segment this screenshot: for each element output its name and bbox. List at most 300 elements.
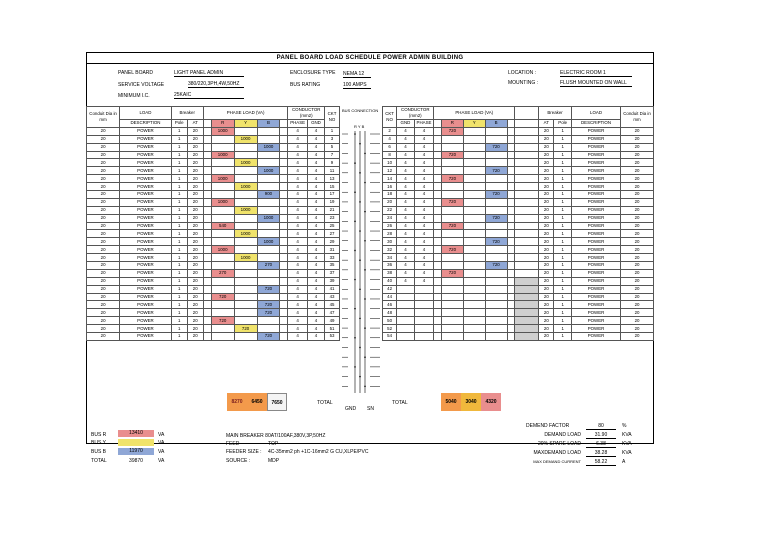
cell-ph: 4 — [414, 135, 434, 143]
cell-conduit: 20 — [87, 277, 120, 285]
cell-pole: 1 — [554, 135, 571, 143]
cell-at: 20 — [539, 135, 554, 143]
cell-y — [463, 285, 485, 293]
cell-y — [234, 317, 257, 325]
cell-ph: 4 — [288, 325, 307, 333]
cell-conduit: 20 — [87, 309, 120, 317]
cell-desc: POWER — [120, 333, 172, 341]
cell-gnd — [397, 333, 414, 341]
cell-r — [211, 333, 234, 341]
cell-desc: POWER — [571, 333, 620, 341]
cell-at: 20 — [539, 246, 554, 254]
cell-gnd: 4 — [307, 127, 324, 135]
cell-b: 1000 — [257, 214, 280, 222]
cell-at: 20 — [539, 309, 554, 317]
cell-y — [463, 214, 485, 222]
cell-at: 20 — [539, 238, 554, 246]
cell-r: 1000 — [211, 151, 234, 159]
cell-y — [234, 246, 257, 254]
cell-b — [257, 159, 280, 167]
location-label: LOCATION : — [508, 70, 536, 76]
cell-gnd: 4 — [397, 159, 414, 167]
cell-r — [211, 238, 234, 246]
cell-gnd: 4 — [397, 238, 414, 246]
cell-y — [463, 143, 485, 151]
cell-r — [211, 214, 234, 222]
bus-node — [364, 298, 366, 300]
cell-at: 20 — [539, 269, 554, 277]
bus-b-value: 11970 — [118, 448, 154, 455]
cell-ph: 4 — [288, 127, 307, 135]
cell-conduit: 20 — [621, 285, 654, 293]
cell-at: 20 — [187, 293, 203, 301]
cell-desc: POWER — [571, 143, 620, 151]
cell-conduit: 20 — [87, 333, 120, 341]
cell-ph: 4 — [414, 230, 434, 238]
cell-ckt: 17 — [325, 191, 340, 199]
cell-b — [485, 151, 507, 159]
cell-gnd: 4 — [307, 254, 324, 262]
cell-r: 1000 — [211, 127, 234, 135]
cell-ph: 4 — [288, 175, 307, 183]
cell-y — [463, 127, 485, 135]
cell-at: 20 — [187, 175, 203, 183]
cell-at: 20 — [187, 135, 203, 143]
cell-gnd: 4 — [307, 277, 324, 285]
cell-r — [211, 254, 234, 262]
cell-ph: 4 — [414, 151, 434, 159]
cell-y — [463, 254, 485, 262]
table-row — [87, 238, 340, 246]
cell-gnd: 4 — [307, 301, 324, 309]
cell-ph: 4 — [414, 191, 434, 199]
cell-desc: POWER — [120, 222, 172, 230]
cell-desc: POWER — [120, 143, 172, 151]
cell-conduit: 20 — [87, 143, 120, 151]
cell-gnd: 4 — [307, 151, 324, 159]
cell-ph: 4 — [288, 246, 307, 254]
bus-node — [359, 318, 361, 320]
cell-pole: 1 — [554, 301, 571, 309]
cell-gnd: 4 — [307, 325, 324, 333]
cell-conduit: 20 — [87, 325, 120, 333]
cell-b — [257, 127, 280, 135]
bus-y-unit: VA — [158, 440, 165, 446]
cell-pole: 1 — [554, 333, 571, 341]
cell-at: 20 — [187, 214, 203, 222]
cell-ph: 4 — [288, 159, 307, 167]
table-row — [383, 206, 654, 214]
cell-at: 20 — [539, 151, 554, 159]
cell-ckt: 50 — [383, 317, 397, 325]
cell-ckt: 45 — [325, 301, 340, 309]
cell-at: 20 — [539, 183, 554, 191]
cell-ph: 4 — [414, 198, 434, 206]
cell-at: 20 — [187, 301, 203, 309]
cell-at: 20 — [539, 262, 554, 270]
main-breaker: MAIN BREAKER 80AT/100AF,380V,3P,50HZ — [226, 433, 326, 439]
cell-b: 720 — [485, 238, 507, 246]
cell-pole: 1 — [171, 214, 187, 222]
cell-r — [211, 183, 234, 191]
table-row — [87, 246, 340, 254]
bus-node — [359, 172, 361, 174]
cell-gnd: 4 — [397, 175, 414, 183]
cell-pole: 1 — [554, 277, 571, 285]
cell-y — [463, 230, 485, 238]
total-right-r: 5040 — [441, 393, 461, 411]
demand-factor-value: 80 — [586, 423, 616, 430]
cell-pole: 1 — [554, 246, 571, 254]
cell-r — [441, 333, 463, 341]
cell-ckt: 12 — [383, 167, 397, 175]
bus-node — [364, 327, 366, 329]
cell-ckt: 11 — [325, 167, 340, 175]
cell-at: 20 — [539, 325, 554, 333]
cell-r — [441, 238, 463, 246]
header-conductor: CONDUCTOR (mm2) — [288, 107, 325, 120]
cell-ckt: 14 — [383, 175, 397, 183]
cell-ph: 4 — [288, 135, 307, 143]
cell-ckt: 47 — [325, 309, 340, 317]
cell-b: 720 — [485, 262, 507, 270]
cell-r — [441, 143, 463, 151]
cell-r — [211, 285, 234, 293]
panel-board-label: PANEL BOARD — [118, 70, 154, 76]
cell-b — [257, 135, 280, 143]
cell-b — [485, 135, 507, 143]
cell-ph: 4 — [288, 301, 307, 309]
cell-r — [441, 277, 463, 285]
cell-gnd: 4 — [307, 167, 324, 175]
cell-r: 720 — [441, 198, 463, 206]
table-row — [383, 309, 654, 317]
bus-node — [359, 143, 361, 145]
cell-ckt: 28 — [383, 230, 397, 238]
header-breaker-right: Breaker — [539, 107, 572, 120]
cell-ph — [414, 317, 434, 325]
cell-ph: 4 — [414, 269, 434, 277]
cell-pole: 1 — [171, 277, 187, 285]
cell-b — [485, 222, 507, 230]
cell-at: 20 — [187, 206, 203, 214]
cell-ckt: 3 — [325, 135, 340, 143]
cell-conduit: 20 — [621, 159, 654, 167]
cell-at: 20 — [539, 198, 554, 206]
cell-ph: 4 — [288, 317, 307, 325]
cell-desc: POWER — [571, 198, 620, 206]
cell-desc: POWER — [571, 214, 620, 222]
cell-gnd: 4 — [397, 127, 414, 135]
cell-pole: 1 — [171, 135, 187, 143]
cell-desc: POWER — [571, 135, 620, 143]
cell-ckt: 29 — [325, 238, 340, 246]
cell-gnd: 4 — [397, 151, 414, 159]
table-row — [87, 135, 340, 143]
cell-at: 20 — [539, 301, 554, 309]
minimum-ic-value: 25KAIC — [174, 92, 244, 99]
cell-y — [463, 198, 485, 206]
cell-desc: POWER — [571, 183, 620, 191]
table-row — [87, 269, 340, 277]
cell-conduit: 20 — [87, 135, 120, 143]
cell-at: 20 — [187, 198, 203, 206]
cell-desc: POWER — [120, 135, 172, 143]
header-pole-right: Pole — [554, 120, 571, 128]
cell-r: 720 — [441, 175, 463, 183]
cell-at: 20 — [187, 151, 203, 159]
cell-at: 20 — [187, 191, 203, 199]
cell-y: 1000 — [234, 135, 257, 143]
cell-gnd — [397, 317, 414, 325]
cell-at: 20 — [539, 222, 554, 230]
cell-at: 20 — [539, 175, 554, 183]
cell-b — [485, 246, 507, 254]
table-row — [87, 175, 340, 183]
cell-ph: 4 — [288, 143, 307, 151]
table-row — [383, 198, 654, 206]
cell-gnd: 4 — [397, 214, 414, 222]
bus-node — [354, 250, 356, 252]
cell-b: 900 — [257, 191, 280, 199]
cell-pole: 1 — [171, 238, 187, 246]
header-phase: PHASE — [288, 120, 307, 128]
cell-ph: 4 — [414, 246, 434, 254]
cell-conduit: 20 — [87, 269, 120, 277]
cell-r — [211, 230, 234, 238]
cell-gnd: 4 — [397, 277, 414, 285]
cell-b — [257, 198, 280, 206]
cell-pole: 1 — [171, 293, 187, 301]
cell-ckt: 43 — [325, 293, 340, 301]
cell-b: 720 — [485, 143, 507, 151]
cell-y — [234, 333, 257, 341]
table-row — [383, 159, 654, 167]
cell-at: 20 — [539, 206, 554, 214]
cell-b: 720 — [257, 285, 280, 293]
cell-ph — [414, 293, 434, 301]
bus-node — [354, 366, 356, 368]
cell-at: 20 — [539, 127, 554, 135]
total-sn-label: SN — [367, 406, 374, 412]
cell-at: 20 — [187, 262, 203, 270]
table-row — [87, 151, 340, 159]
cell-desc: POWER — [120, 309, 172, 317]
cell-r — [441, 159, 463, 167]
cell-pole: 1 — [171, 191, 187, 199]
cell-b: 1000 — [257, 167, 280, 175]
cell-at: 20 — [187, 246, 203, 254]
cell-pole: 1 — [171, 183, 187, 191]
cell-desc: POWER — [120, 285, 172, 293]
cell-desc: POWER — [571, 230, 620, 238]
total-right-label: TOTAL — [392, 400, 408, 406]
cell-r — [441, 206, 463, 214]
cell-conduit: 20 — [87, 222, 120, 230]
cell-desc: POWER — [571, 317, 620, 325]
cell-ph: 4 — [414, 127, 434, 135]
cell-ckt: 9 — [325, 159, 340, 167]
cell-y — [463, 222, 485, 230]
cell-r: 1000 — [211, 175, 234, 183]
table-row — [383, 183, 654, 191]
cell-conduit: 20 — [87, 127, 120, 135]
bus-node — [354, 221, 356, 223]
cell-y — [234, 143, 257, 151]
bus-node — [364, 182, 366, 184]
cell-pole: 1 — [554, 159, 571, 167]
cell-conduit: 20 — [87, 151, 120, 159]
cell-pole: 1 — [554, 309, 571, 317]
cell-conduit: 20 — [621, 262, 654, 270]
cell-at: 20 — [187, 317, 203, 325]
cell-ckt: 26 — [383, 222, 397, 230]
cell-conduit: 20 — [621, 214, 654, 222]
cell-b — [257, 246, 280, 254]
table-row — [87, 214, 340, 222]
cell-ckt: 35 — [325, 262, 340, 270]
cell-conduit: 20 — [621, 277, 654, 285]
table-row — [383, 293, 654, 301]
cell-gnd: 4 — [307, 285, 324, 293]
cell-b — [485, 285, 507, 293]
cell-r — [211, 325, 234, 333]
cell-at: 20 — [539, 143, 554, 151]
cell-b — [485, 309, 507, 317]
cell-r — [441, 135, 463, 143]
header-conductor-right: CONDUCTOR (mm2) — [397, 107, 434, 120]
cell-r: 1000 — [211, 198, 234, 206]
total-right-b: 4320 — [481, 393, 501, 411]
header-pole: Pole — [171, 120, 187, 128]
cell-ph: 4 — [288, 198, 307, 206]
cell-gnd: 4 — [307, 183, 324, 191]
cell-at: 20 — [187, 167, 203, 175]
cell-conduit: 20 — [87, 293, 120, 301]
cell-conduit: 20 — [621, 222, 654, 230]
cell-at: 20 — [187, 238, 203, 246]
cell-pole: 1 — [171, 175, 187, 183]
cell-conduit: 20 — [621, 143, 654, 151]
table-row — [383, 143, 654, 151]
cell-gnd: 4 — [307, 206, 324, 214]
cell-ckt: 34 — [383, 254, 397, 262]
cell-b — [485, 230, 507, 238]
cell-b — [485, 254, 507, 262]
header-ckt-no: CKT NO — [325, 107, 340, 128]
table-row — [87, 317, 340, 325]
cell-ckt: 30 — [383, 238, 397, 246]
cell-conduit: 20 — [621, 238, 654, 246]
cell-ph: 4 — [414, 175, 434, 183]
minimum-ic-label: MINIMUM I.C. — [118, 93, 150, 99]
cell-desc: POWER — [571, 159, 620, 167]
cell-ph — [414, 333, 434, 341]
header-load-right: LOAD — [571, 107, 620, 120]
source-label: SOURCE : — [226, 458, 251, 464]
cell-ph: 4 — [414, 159, 434, 167]
cell-y — [234, 151, 257, 159]
max-demand-unit: KVA — [622, 450, 632, 456]
cell-ckt: 4 — [383, 135, 397, 143]
cell-b — [257, 151, 280, 159]
cell-ckt: 22 — [383, 206, 397, 214]
table-row — [383, 277, 654, 285]
cell-conduit: 20 — [621, 333, 654, 341]
total-left-y: 6450 — [247, 393, 267, 411]
cell-b: 270 — [257, 262, 280, 270]
cell-conduit: 20 — [621, 301, 654, 309]
mounting-value: FLUSH MOUNTED ON WALL — [560, 80, 632, 87]
cell-r: 270 — [211, 269, 234, 277]
cell-ph: 4 — [288, 293, 307, 301]
cell-ckt: 54 — [383, 333, 397, 341]
table-row — [87, 309, 340, 317]
cell-ckt: 10 — [383, 159, 397, 167]
cell-b: 1000 — [257, 143, 280, 151]
cell-pole: 1 — [171, 301, 187, 309]
cell-gnd — [397, 285, 414, 293]
cell-conduit: 20 — [621, 317, 654, 325]
cell-y — [463, 262, 485, 270]
bus-node — [364, 153, 366, 155]
bus-total-value: 39870 — [129, 458, 143, 464]
table-row — [87, 167, 340, 175]
cell-ckt: 1 — [325, 127, 340, 135]
cell-y — [463, 183, 485, 191]
cell-b — [257, 222, 280, 230]
cell-conduit: 20 — [87, 254, 120, 262]
cell-pole: 1 — [171, 230, 187, 238]
cell-desc: POWER — [120, 167, 172, 175]
cell-ph — [414, 301, 434, 309]
demand-load-unit: KVA — [622, 432, 632, 438]
cell-desc: POWER — [120, 301, 172, 309]
cell-pole: 1 — [554, 183, 571, 191]
cell-desc: POWER — [571, 167, 620, 175]
cell-r — [441, 167, 463, 175]
cell-gnd: 4 — [397, 246, 414, 254]
cell-y — [463, 301, 485, 309]
cell-gnd: 4 — [397, 198, 414, 206]
cell-pole: 1 — [554, 293, 571, 301]
table-row — [383, 301, 654, 309]
cell-ph: 4 — [288, 269, 307, 277]
cell-gnd — [397, 309, 414, 317]
cell-ckt: 36 — [383, 262, 397, 270]
cell-y — [234, 198, 257, 206]
cell-at: 20 — [539, 214, 554, 222]
cell-r — [441, 285, 463, 293]
cell-ph: 4 — [414, 222, 434, 230]
bus-b-unit: VA — [158, 449, 165, 455]
cell-conduit: 20 — [87, 301, 120, 309]
cell-pole: 1 — [554, 262, 571, 270]
cell-desc: POWER — [120, 246, 172, 254]
spare-load-value: 6.38 — [586, 441, 616, 448]
cell-ph: 4 — [288, 333, 307, 341]
cell-ckt: 24 — [383, 214, 397, 222]
cell-b — [257, 293, 280, 301]
bus-r-label: BUS R — [91, 432, 107, 438]
cell-y — [463, 293, 485, 301]
feed-value: TOP — [268, 441, 279, 447]
max-current-value: 58.22 — [586, 459, 616, 466]
cell-desc: POWER — [120, 277, 172, 285]
cell-ckt: 40 — [383, 277, 397, 285]
cell-gnd: 4 — [307, 230, 324, 238]
cell-y — [463, 167, 485, 175]
